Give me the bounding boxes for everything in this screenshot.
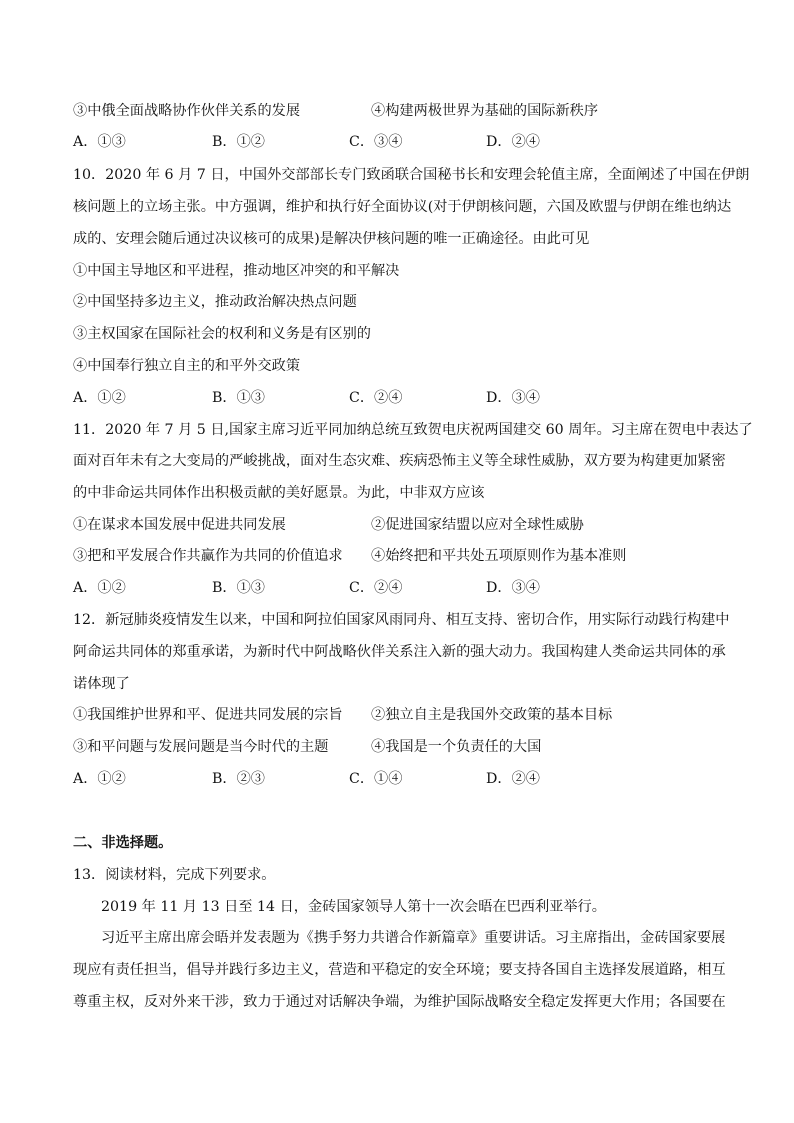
q9-option-c: C．③④ [349, 134, 403, 150]
q12-option-b: B．②③ [212, 771, 265, 787]
material-paragraph: 2019 年 11 月 13 日至 14 日，金砖国家领导人第十一次会晤在巴西利亚举行。 [101, 899, 606, 915]
q11-stem-line: 的中非命运共同体作出积极贡献的美好愿景。为此，中非双方应该 [73, 485, 485, 501]
q10-item: ④中国奉行独立自主的和平外交政策 [73, 358, 301, 374]
q10-stem-line: 10．2020 年 6 月 7 日，中国外交部部长专门致函联合国秘书长和安理会轮值主席，全面阐述了中国在伊朗 [73, 167, 750, 183]
q11-option-b: B．①③ [212, 580, 265, 596]
q11-option-a: A．①② [73, 580, 126, 596]
q12-option-d: D．②④ [486, 771, 540, 787]
q12-item-2: ②独立自主是我国外交政策的基本目标 [371, 707, 613, 723]
q11-item-2: ②促进国家结盟以应对全球性威胁 [371, 517, 584, 533]
q13-prompt: 13．阅读材料，完成下列要求。 [73, 867, 276, 883]
q11-stem-line: 面对百年未有之大变局的严峻挑战，面对生态灾难、疾病恐怖主义等全球性威胁，双方要为构建更加紧密 [73, 453, 726, 469]
q11-option-d: D．③④ [486, 580, 540, 596]
q12-stem-line: 诺体现了 [73, 676, 130, 692]
q12-stem-line: 12．新冠肺炎疫情发生以来，中国和阿拉伯国家风雨同舟、相互支持、密切合作，用实际行动践行构建中 [73, 612, 730, 628]
q12-stem-line: 阿命运共同体的郑重承诺，为新时代中阿战略伙伴关系注入新的强大动力。我国构建人类命运共同体的承 [73, 644, 726, 660]
q9-option-a: A．①③ [73, 134, 126, 150]
material-paragraph-line: 现应有责任担当，倡导并践行多边主义，营造和平稳定的安全环境；要支持各国自主选择发展道路，相互 [73, 962, 726, 978]
q12-item-3: ③和平问题与发展问题是当今时代的主题 [73, 739, 329, 755]
q10-option-d: D．③④ [486, 390, 540, 406]
q10-item: ①中国主导地区和平进程，推动地区冲突的和平解决 [73, 263, 400, 279]
q10-option-c: C．②④ [349, 390, 403, 406]
q9-item-4: ④构建两极世界为基础的国际新秩序 [371, 103, 599, 119]
q10-item: ③主权国家在国际社会的权利和义务是有区别的 [73, 326, 371, 342]
q12-item-1: ①我国维护世界和平、促进共同发展的宗旨 [73, 707, 343, 723]
material-paragraph: 习近平主席出席会晤并发表题为《携手努力共谱合作新篇章》重要讲话。习主席指出，金砖国家要展 [101, 930, 726, 946]
material-paragraph-line: 尊重主权，反对外来干涉，致力于通过对话解决争端，为维护国际战略安全稳定发挥更大作用；各国要在 [73, 994, 726, 1010]
q10-item: ②中国坚持多边主义，推动政治解决热点问题 [73, 294, 357, 310]
q11-item-4: ④始终把和平共处五项原则作为基本准则 [371, 548, 627, 564]
q10-option-a: A．①② [73, 390, 126, 406]
section-heading: 二、非选择题。 [73, 835, 173, 851]
q9-option-b: B．①② [212, 134, 265, 150]
q10-stem-line: 核问题上的立场主张。中方强调，维护和执行好全面协议(对于伊朗核问题，六国及欧盟与伊朗在维也纳达 [73, 199, 732, 215]
q11-item-3: ③把和平发展合作共赢作为共同的价值追求 [73, 548, 343, 564]
q12-option-a: A．①② [73, 771, 126, 787]
q11-item-1: ①在谋求本国发展中促进共同发展 [73, 517, 286, 533]
q10-stem-line: 成的、安理会随后通过决议核可的成果)是解决伊核问题的唯一正确途径。由此可见 [73, 231, 590, 247]
q10-option-b: B．①③ [212, 390, 265, 406]
q9-option-d: D．②④ [486, 134, 540, 150]
q12-item-4: ④我国是一个负责任的大国 [371, 739, 542, 755]
q12-option-c: C．①④ [349, 771, 403, 787]
q11-stem-line: 11．2020 年 7 月 5 日,国家主席习近平同加纳总统互致贺电庆祝两国建交 60 周年。习主席在贺电中表达了 [73, 422, 753, 438]
q9-item-3: ③中俄全面战略协作伙伴关系的发展 [73, 103, 301, 119]
q11-option-c: C．②④ [349, 580, 403, 596]
